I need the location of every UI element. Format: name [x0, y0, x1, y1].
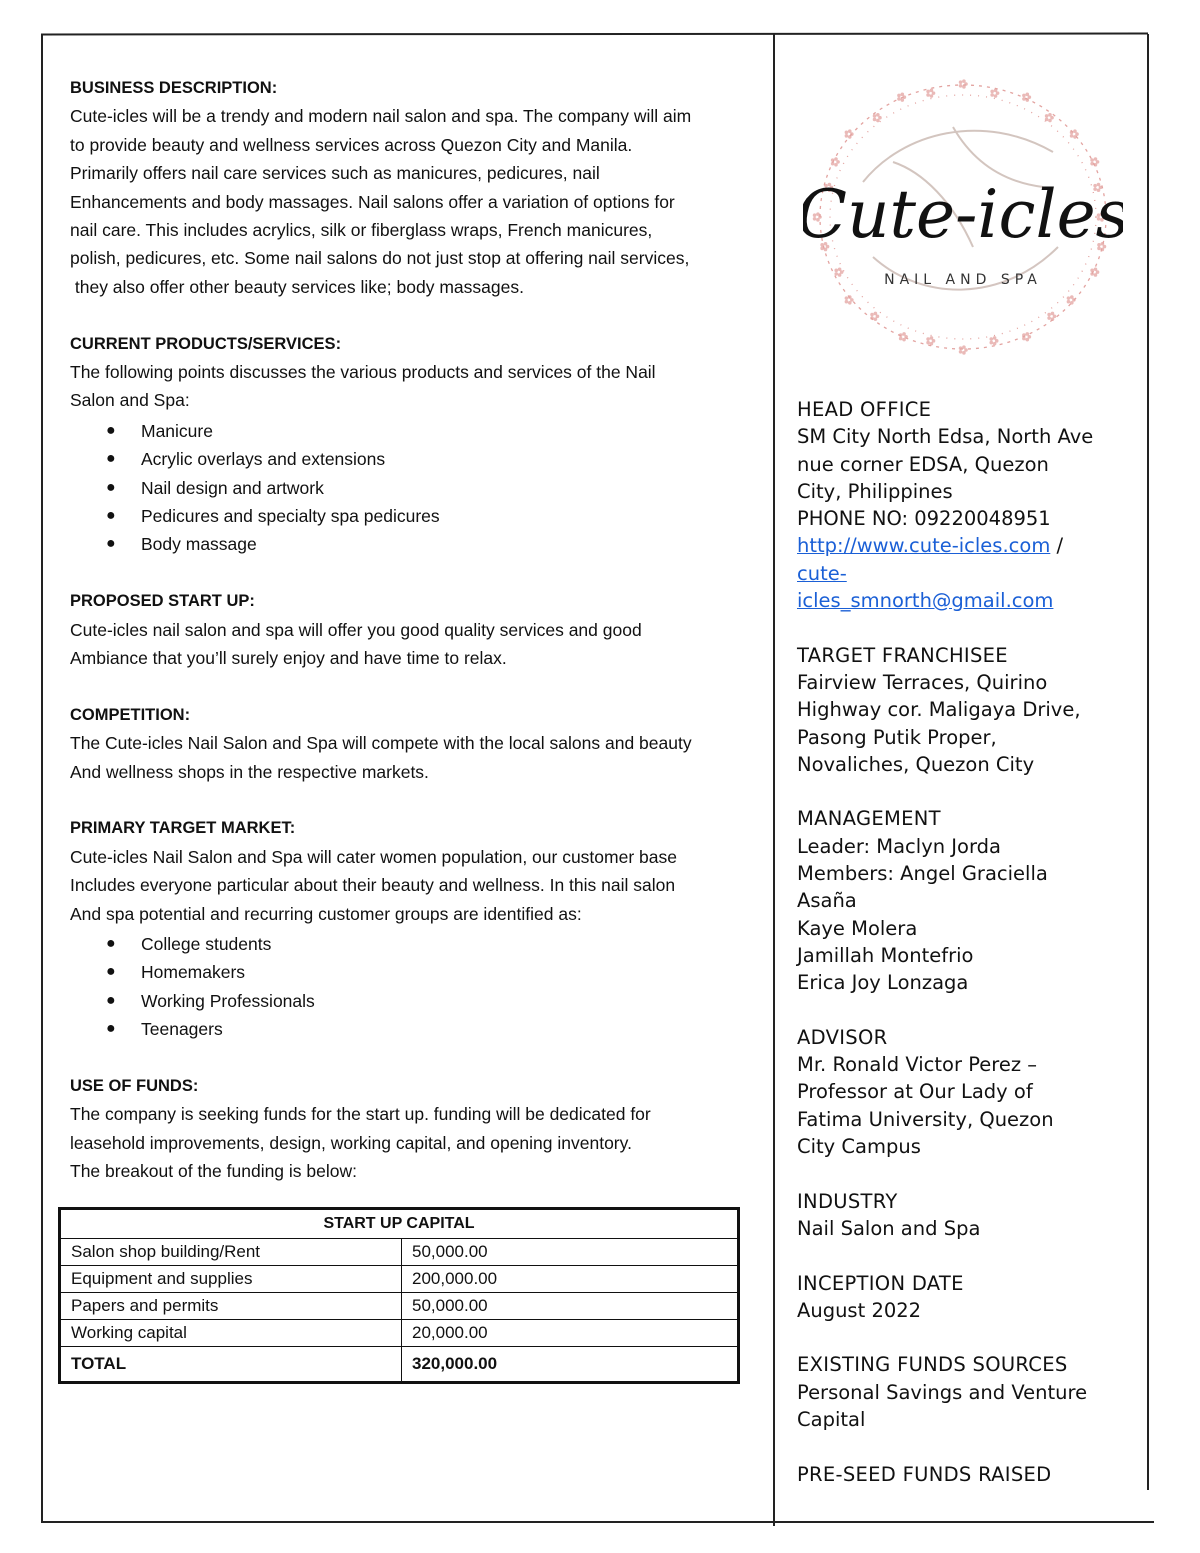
business-description-heading: BUSINESS DESCRIPTION: [70, 79, 278, 97]
table-header-row [60, 1209, 739, 1239]
franchisee-line: Fairview Terraces, Quirino [797, 670, 1048, 694]
brand-logo [803, 72, 1123, 362]
franchisee-line: Novaliches, Quezon City [797, 752, 1035, 776]
email-line [797, 587, 1142, 614]
start-up-capital-table [58, 1207, 740, 1384]
bullet-icon: ● [106, 450, 116, 468]
website-link[interactable]: http://www.cute-icles.com [797, 534, 1051, 558]
total-label: TOTAL [60, 1347, 402, 1383]
proposed-start-up-heading: PROPOSED START UP: [70, 592, 255, 611]
target-market-line: Includes everyone particular about their beauty and wellness. In this nail salon [70, 875, 676, 896]
bullet-icon: ● [106, 478, 116, 496]
table-cell-amount: 20,000.00 [402, 1320, 739, 1347]
current-products-line: The following points discusses the various products and services of the Nail [70, 362, 656, 383]
bullet-icon: ● [106, 963, 116, 981]
left-border [41, 34, 43, 1522]
bottom-border [41, 1521, 1154, 1523]
inception-date-value: August 2022 [797, 1298, 922, 1322]
bullet-icon: ● [106, 934, 116, 952]
bullet-icon: ● [106, 421, 116, 439]
brand-wordmark: Cute-icles [803, 176, 1123, 253]
website-line [797, 532, 1142, 559]
table-row [60, 1293, 739, 1320]
business-description-line: they also offer other beauty services like; body massages. [70, 276, 524, 297]
advisor-line: Fatima University, Quezon [797, 1107, 1054, 1131]
franchisee-line: Pasong Putik Proper, [797, 725, 997, 749]
top-border [41, 33, 1148, 35]
pre-seed-heading: PRE-SEED FUNDS RAISED [797, 1462, 1052, 1486]
advisor-line: Mr. Ronald Victor Perez – [797, 1053, 1038, 1077]
list-item: ● Teenagers [70, 1015, 770, 1043]
use-of-funds-heading: USE OF FUNDS: [70, 1076, 199, 1095]
table-cell-item: Papers and permits [60, 1293, 402, 1320]
management-line: Kaye Molera [797, 916, 918, 940]
list-item: ● Acrylic overlays and extensions [70, 445, 770, 473]
table-cell-amount: 200,000.00 [402, 1266, 739, 1293]
right-border [1147, 34, 1149, 1522]
proposed-start-up-line: Ambiance that you’ll surely enjoy and have time to relax. [70, 647, 507, 668]
primary-target-market-heading: PRIMARY TARGET MARKET: [70, 819, 296, 838]
head-office-line: nue corner EDSA, Quezon [797, 452, 1049, 476]
proposed-start-up-line: Cute-icles nail salon and spa will offer you good quality services and good [70, 619, 642, 640]
use-of-funds-line: The company is seeking funds for the start up. funding will be dedicated for [70, 1104, 651, 1125]
business-description-line: to provide beauty and wellness services across Quezon City and Manila. [70, 134, 633, 155]
inception-date-heading: INCEPTION DATE [797, 1271, 964, 1295]
franchisee-line: Highway cor. Maligaya Drive, [797, 698, 1081, 722]
products-list [70, 417, 770, 559]
list-item: ● Pedicures and specialty spa pedicures [70, 502, 770, 530]
management-heading: MANAGEMENT [797, 807, 941, 831]
current-products-line: Salon and Spa: [70, 390, 190, 411]
table-row [60, 1266, 739, 1293]
table-cell-item: Salon shop building/Rent [60, 1239, 402, 1266]
bullet-icon: ● [106, 1020, 116, 1038]
email-link-part1[interactable]: cute- [797, 561, 847, 585]
target-market-line: And spa potential and recurring customer groups are identified as: [70, 903, 582, 924]
link-separator: / [1050, 534, 1064, 558]
table-cell-amount: 50,000.00 [402, 1239, 739, 1266]
bullet-icon: ● [106, 991, 116, 1009]
table-row [60, 1320, 739, 1347]
use-of-funds-line: The breakout of the funding is below: [70, 1161, 357, 1182]
bullet-icon: ● [106, 535, 116, 553]
column-divider [773, 34, 775, 1526]
industry-line: Nail Salon and Spa [797, 1216, 981, 1240]
management-line: Jamillah Montefrio [797, 943, 974, 967]
competition-line: And wellness shops in the respective markets. [70, 761, 429, 782]
sidebar [797, 396, 1142, 1515]
list-item: ● Nail design and artwork [70, 474, 770, 502]
table-cell-item: Working capital [60, 1320, 402, 1347]
competition-line: The Cute-icles Nail Salon and Spa will compete with the local salons and beauty [70, 733, 692, 754]
head-office-line: City, Philippines [797, 479, 953, 503]
list-item: ● Homemakers [70, 958, 770, 986]
management-line: Members: Angel Graciella [797, 862, 1048, 886]
advisor-line: City Campus [797, 1135, 921, 1159]
use-of-funds-line: leasehold improvements, design, working capital, and opening inventory. [70, 1132, 632, 1153]
industry-heading: INDUSTRY [797, 1189, 898, 1213]
target-market-line: Cute-icles Nail Salon and Spa will cater women population, our customer base [70, 846, 677, 867]
list-item: ● Body massage [70, 530, 770, 558]
email-line [797, 560, 1142, 587]
list-item: ● College students [70, 930, 770, 958]
head-office-line: SM City North Edsa, North Ave [797, 425, 1094, 449]
total-amount: 320,000.00 [402, 1347, 739, 1383]
list-item: ● Manicure [70, 417, 770, 445]
business-description-line: nail care. This includes acrylics, silk or fiberglass wraps, French manicures, [70, 220, 653, 241]
business-description-line: Enhancements and body massages. Nail salons offer a variation of options for [70, 191, 675, 212]
management-line: Erica Joy Lonzaga [797, 971, 969, 995]
head-office-heading: HEAD OFFICE [797, 398, 932, 421]
brand-tagline: NAIL AND SPA [884, 272, 1042, 288]
existing-funds-line: Capital [797, 1407, 866, 1431]
table-title: START UP CAPITAL [60, 1209, 739, 1239]
current-products-heading: CURRENT PRODUCTS/SERVICES: [70, 334, 342, 353]
business-description-line: Primarily offers nail care services such as manicures, pedicures, nail [70, 163, 600, 184]
competition-heading: COMPETITION: [70, 705, 191, 724]
existing-funds-line: Personal Savings and Venture [797, 1380, 1088, 1404]
business-description-line: Cute-icles will be a trendy and modern nail salon and spa. The company will aim [70, 106, 692, 127]
target-franchisee-heading: TARGET FRANCHISEE [797, 643, 1008, 667]
bullet-icon: ● [106, 507, 116, 524]
table-row [60, 1239, 739, 1266]
advisor-line: Professor at Our Lady of [797, 1080, 1033, 1104]
table-total-row [60, 1347, 739, 1383]
list-item: ● Working Professionals [70, 987, 770, 1015]
table-cell-amount: 50,000.00 [402, 1293, 739, 1320]
management-line: Asaña [797, 889, 857, 913]
main-content [70, 74, 770, 1186]
target-groups-list [70, 930, 770, 1044]
business-description-line: polish, pedicures, etc. Some nail salons do not just stop at offering nail services, [70, 248, 690, 269]
phone-number: PHONE NO: 09220048951 [797, 507, 1051, 531]
existing-funds-heading: EXISTING FUNDS SOURCES [797, 1353, 1068, 1377]
email-link-part2[interactable]: icles_smnorth@gmail.com [797, 589, 1054, 613]
table-cell-item: Equipment and supplies [60, 1266, 402, 1293]
management-line: Leader: Maclyn Jorda [797, 834, 1001, 858]
advisor-heading: ADVISOR [797, 1025, 888, 1049]
